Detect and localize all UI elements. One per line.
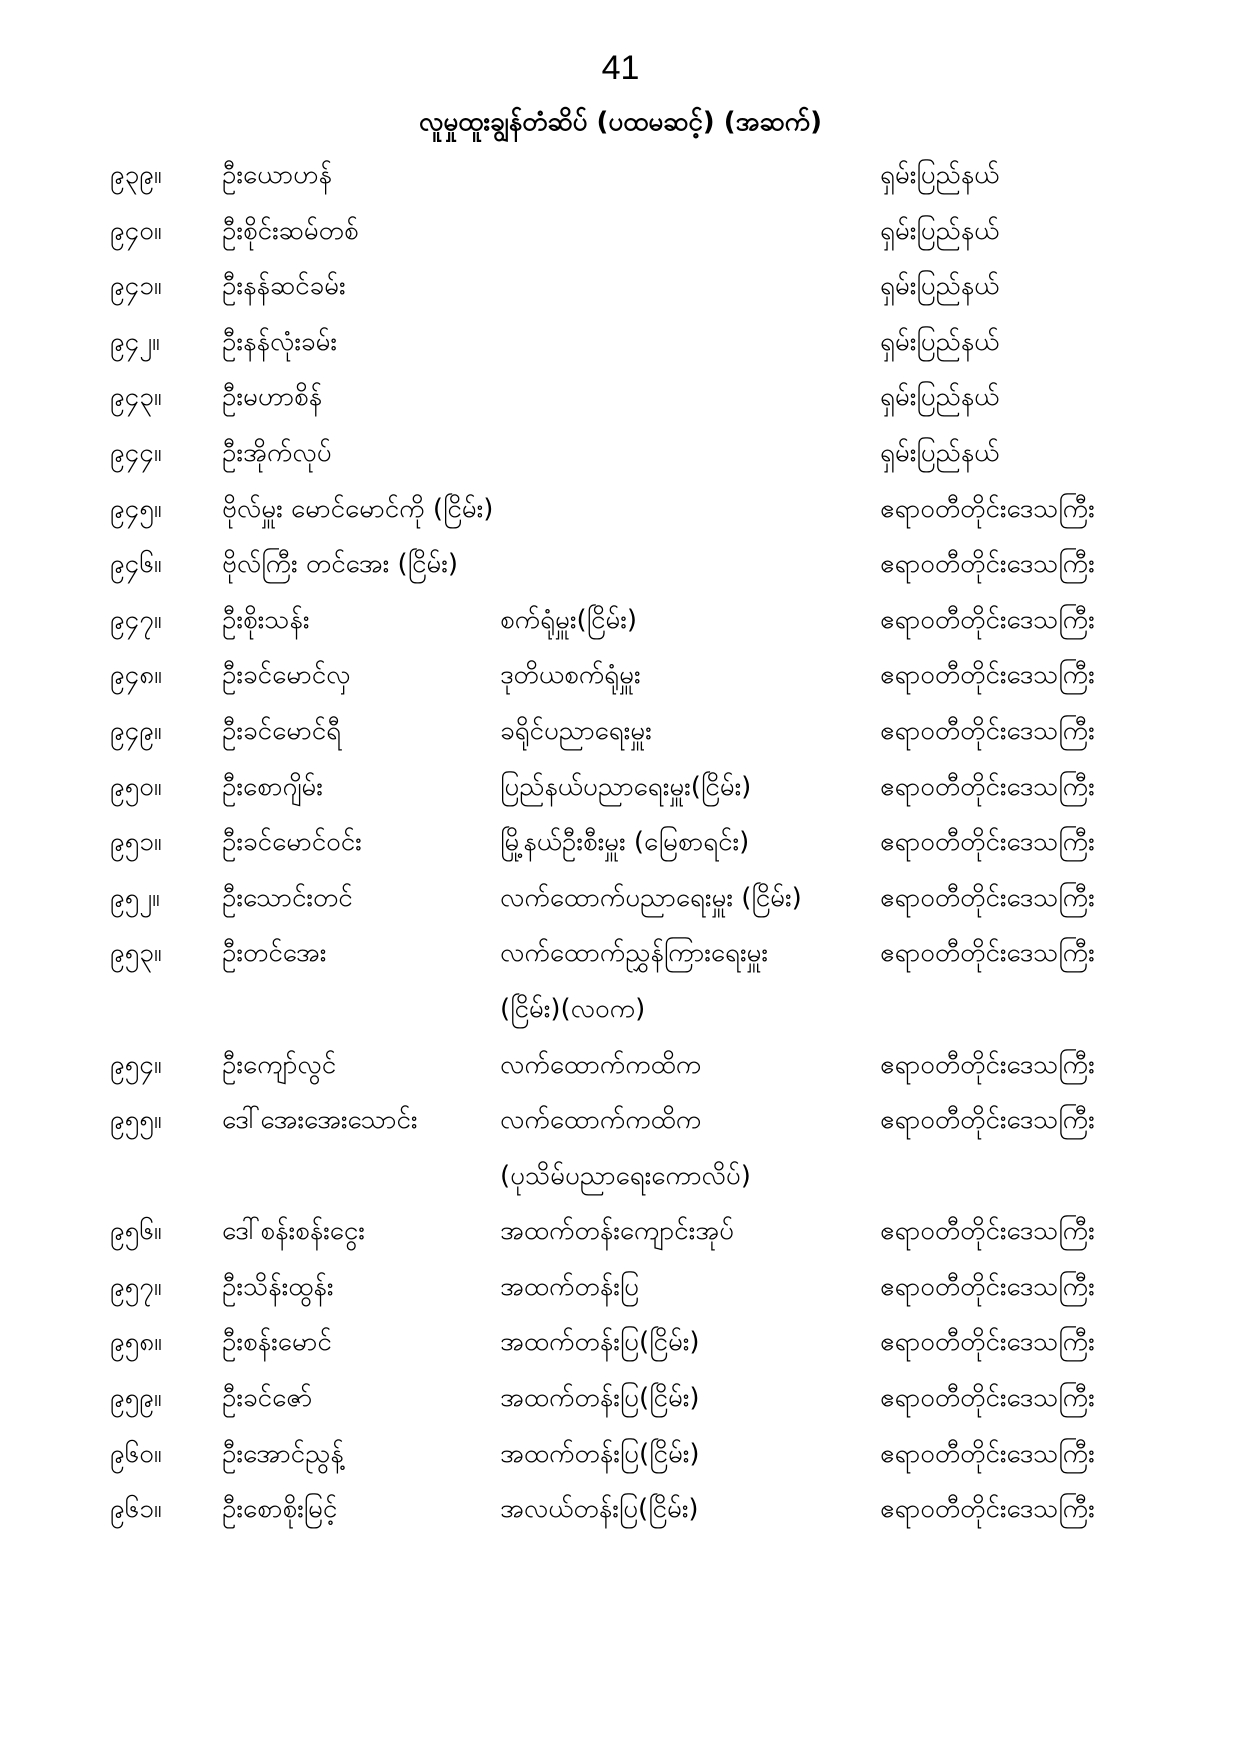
recipient-region: ဧရာဝတီတိုင်းဒေသကြီး [880,1271,1095,1302]
recipient-name: ဦးခင်ဇော် [222,1383,313,1414]
recipient-region: ဧရာဝတီတိုင်းဒေသကြီး [880,604,1095,635]
recipient-position [500,1315,880,1371]
recipient-position-line: အထက်တန်းပြ [500,1271,640,1302]
row-number: ၉၅၉။ [110,1383,162,1414]
recipient-region: ဧရာဝတီတိုင်းဒေသကြီး [880,715,1095,746]
recipient-name: ဦးသောင်းတင် [222,882,353,913]
row-number: ၉၄၈။ [110,660,162,691]
list-row [0,1204,1241,1260]
recipient-position [500,1371,880,1427]
recipient-region: ဧရာဝတီတိုင်းဒေသကြီး [880,827,1095,858]
row-number: ၉၄၆။ [110,549,162,580]
recipient-name: ဗိုလ်မှူး မောင်မောင်ကို (ငြိမ်း) [222,493,494,524]
recipient-region: ရှမ်းပြည်နယ် [880,382,1000,413]
recipient-name: ဦးခင်မောင်လှ [222,660,351,691]
row-number: ၉၆၁။ [110,1494,162,1525]
row-number: ၉၅၅။ [110,1105,162,1136]
list-row [0,1260,1241,1316]
list-row [0,815,1241,871]
recipient-region: ဧရာဝတီတိုင်းဒေသကြီး [880,1216,1095,1247]
recipient-name: ဦးနန်လုံးခမ်း [222,326,337,357]
recipient-position-line: အထက်တန်းကျောင်းအုပ် [500,1216,734,1247]
list-row [0,370,1241,426]
row-number: ၉၅၂။ [110,882,160,913]
recipient-name: ဦးယောဟန် [222,160,332,190]
recipient-region: ဧရာဝတီတိုင်းဒေသကြီး [880,882,1095,913]
row-number: ၉၄၀။ [110,215,162,246]
row-number: ၉၄၂။ [110,326,160,357]
list-row [0,148,1241,204]
recipient-name: ဦးစန်းမောင် [222,1327,332,1358]
list-row [0,648,1241,704]
list-row [0,1315,1241,1371]
position-continuation: (ငြိမ်း)(လဝက) [500,993,646,1024]
recipient-name: ဦးစောဂျိမ်း [222,771,323,802]
recipient-name: ဒေါ်အေးအေးသောင်း [222,1105,418,1136]
row-number: ၉၆၀။ [110,1438,162,1469]
recipient-position-line: စက်ရုံမှူး(ငြိမ်း) [500,604,637,635]
recipient-name: ဗိုလ်ကြီး တင်အေး (ငြိမ်း) [222,549,459,580]
recipient-name: ဒေါ်စန်းစန်းငွေး [222,1216,365,1247]
row-number: ၉၅၄။ [110,1049,162,1080]
list-row [0,871,1241,927]
row-number: ၉၄၅။ [110,493,162,524]
recipient-position-line: မြို့နယ်ဦးစီးမှူး (မြေစာရင်း) [500,827,750,858]
recipient-region: ဧရာဝတီတိုင်းဒေသကြီး [880,1494,1095,1525]
list-row [0,1482,1241,1538]
row-number: ၉၄၁။ [110,271,162,302]
recipient-region: ဧရာဝတီတိုင်းဒေသကြီး [880,493,1095,524]
recipient-position-line: လက်ထောက်ပညာရေးမှူး (ငြိမ်း) [500,882,802,913]
recipient-name: ဦးနန်ဆင်ခမ်း [222,271,346,302]
recipient-position-line: အလယ်တန်းပြ(ငြိမ်း) [500,1494,699,1525]
row-number: ၉၅၁။ [110,827,162,858]
list-row [0,1093,1241,1204]
recipient-region: ရှမ်းပြည်နယ် [880,271,1000,302]
doc-title: လူမှုထူးချွန်တံဆိပ် (ပထမဆင့်) (အဆက်) [419,107,822,137]
row-number: ၉၄၄။ [110,437,162,468]
list-row [0,1371,1241,1427]
row-number: ၉၃၉။ [110,160,162,190]
list-row [0,1038,1241,1094]
row-number: ၉၄၇။ [110,604,162,635]
recipient-position [500,815,880,871]
list-row [0,482,1241,538]
recipient-position [500,1038,880,1094]
list-row [0,1427,1241,1483]
recipient-position [500,1482,880,1538]
recipient-position-line: လက်ထောက်ညွှန်ကြားရေးမှူး [500,938,768,969]
recipient-region: ရှမ်းပြည်နယ် [880,215,1000,246]
recipient-name: ဦးစိုင်းဆမ်တစ် [222,215,359,246]
list-row [0,426,1241,482]
recipient-name: ဦးကျော်လွင် [222,1049,337,1080]
recipient-position [500,704,880,760]
recipient-position [500,1427,880,1483]
list-row [0,760,1241,816]
list-row [0,704,1241,760]
recipient-position-line: ဒုတိယစက်ရုံမှူး [500,660,641,691]
recipient-position-line: လက်ထောက်ကထိက [500,1105,702,1136]
recipient-region: ဧရာဝတီတိုင်းဒေသကြီး [880,938,1095,969]
list-row [0,593,1241,649]
row-number: ၉၄၉။ [110,715,162,746]
recipient-region: ဧရာဝတီတိုင်းဒေသကြီး [880,771,1095,802]
recipient-name: ဦးတင်အေး [222,938,327,969]
recipient-region: ဧရာဝတီတိုင်းဒေသကြီး [880,1327,1095,1358]
recipient-region: ဧရာဝတီတိုင်းဒေသကြီး [880,549,1095,580]
award-list [0,148,1241,1538]
recipient-position-line: အထက်တန်းပြ(ငြိမ်း) [500,1438,700,1469]
recipient-name: ဦးအောင်ညွန့် [222,1438,344,1469]
row-number: ၉၄၃။ [110,382,162,413]
recipient-position [500,871,880,927]
recipient-position [500,926,880,1037]
recipient-position [500,593,880,649]
list-row [0,259,1241,315]
recipient-position-line: အထက်တန်းပြ(ငြိမ်း) [500,1383,700,1414]
recipient-name: ဦးအိုက်လုပ် [222,437,332,468]
recipient-position [500,1204,880,1260]
recipient-position [500,1260,880,1316]
list-row [0,926,1241,1037]
recipient-region: ရှမ်းပြည်နယ် [880,326,1000,357]
recipient-region: ရှမ်းပြည်နယ် [880,160,1000,190]
recipient-region: ဧရာဝတီတိုင်းဒေသကြီး [880,1105,1095,1136]
recipient-position-line: အထက်တန်းပြ(ငြိမ်း) [500,1327,700,1358]
row-number: ၉၅၇။ [110,1271,162,1302]
recipient-position-line: ပြည်နယ်ပညာရေးမှူး(ငြိမ်း) [500,771,752,802]
recipient-region: ဧရာဝတီတိုင်းဒေသကြီး [880,1049,1095,1080]
list-row [0,537,1241,593]
recipient-name: ဦးခင်မောင်ဝင်း [222,827,362,858]
recipient-name: ဦးမဟာစိန် [222,382,323,413]
row-number: ၉၅၈။ [110,1327,162,1358]
row-number: ၉၅၃။ [110,938,162,969]
recipient-name: ဦးစိုးသန်း [222,604,310,635]
recipient-position [500,648,880,704]
recipient-region: ဧရာဝတီတိုင်းဒေသကြီး [880,1383,1095,1414]
row-number: ၉၅၆။ [110,1216,162,1247]
recipient-name: ဦးခင်မောင်ရီ [222,715,342,746]
recipient-position [500,760,880,816]
recipient-region: ဧရာဝတီတိုင်းဒေသကြီး [880,660,1095,691]
list-row [0,315,1241,371]
page-number: 41 [601,49,640,87]
recipient-position [500,1093,880,1204]
recipient-region: ဧရာဝတီတိုင်းဒေသကြီး [880,1438,1095,1469]
row-number: ၉၅၀။ [110,771,162,802]
recipient-region: ရှမ်းပြည်နယ် [880,437,1000,468]
recipient-position-line: လက်ထောက်ကထိက [500,1049,702,1080]
recipient-name: ဦးစောစိုးမြင့် [222,1494,338,1525]
recipient-position-line: ခရိုင်ပညာရေးမှူး [500,715,652,746]
position-continuation: (ပုသိမ်ပညာရေးကောလိပ်) [500,1160,751,1191]
recipient-name: ဦးသိန်းထွန်း [222,1271,334,1302]
list-row [0,204,1241,260]
